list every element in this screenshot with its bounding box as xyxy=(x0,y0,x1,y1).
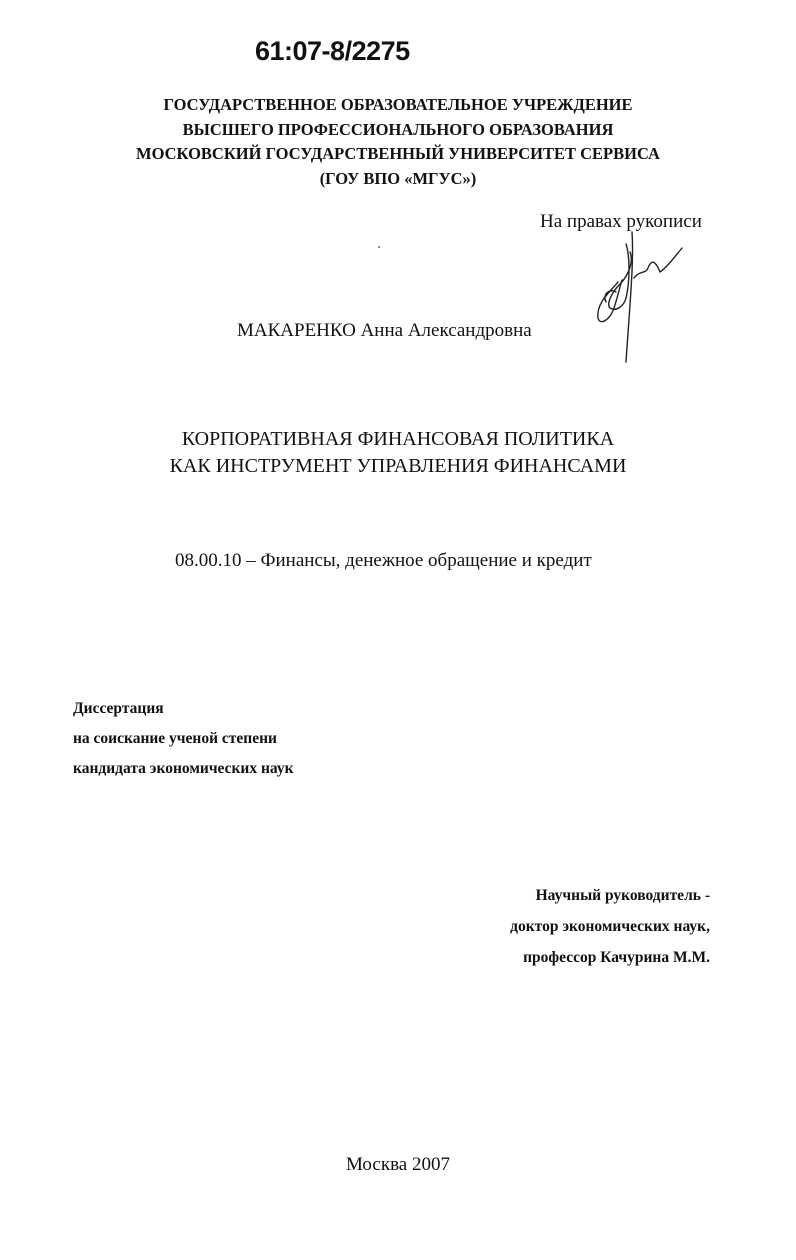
catalog-number: 61:07-8/2275 xyxy=(255,36,410,66)
institution-line-3: МОСКОВСКИЙ ГОСУДАРСТВЕННЫЙ УНИВЕРСИТЕТ СЕРВИСА xyxy=(136,144,660,163)
institution-line-2: ВЫСШЕГО ПРОФЕССИОНАЛЬНОГО ОБРАЗОВАНИЯ xyxy=(182,119,614,139)
author-name: МАКАРЕНКО Анна Александровна xyxy=(237,320,532,341)
degree-line-1: Диссертация xyxy=(73,700,164,717)
degree-line-2: на соискание ученой степени xyxy=(73,730,277,747)
place-year: Москва 2007 xyxy=(346,1154,450,1175)
supervisor-block xyxy=(510,880,710,973)
supervisor-line-3: профессор Качурина М.М. xyxy=(523,949,710,966)
title-line-1: КОРПОРАТИВНАЯ ФИНАНСОВАЯ ПОЛИТИКА xyxy=(181,428,615,450)
institution-header xyxy=(0,93,796,191)
degree-block xyxy=(73,694,294,784)
degree-line-3: кандидата экономических наук xyxy=(73,760,294,777)
signature-stroke-main xyxy=(609,244,632,309)
manuscript-rights-label: На правах рукописи xyxy=(540,211,702,232)
scan-speck xyxy=(378,246,380,248)
signature-stroke-vertical xyxy=(626,232,633,362)
signature-icon xyxy=(586,222,686,367)
supervisor-line-2: доктор экономических наук, xyxy=(510,918,710,935)
institution-line-4: (ГОУ ВПО «МГУС») xyxy=(319,168,477,188)
title-line-2: КАК ИНСТРУМЕНТ УПРАВЛЕНИЯ ФИНАНСАМИ xyxy=(169,455,627,477)
institution-line-1: ГОСУДАРСТВЕННОЕ ОБРАЗОВАТЕЛЬНОЕ УЧРЕЖДЕНИЕ xyxy=(163,95,633,114)
dissertation-title xyxy=(0,426,796,480)
supervisor-line-1: Научный руководитель - xyxy=(535,887,710,904)
specialty-code: 08.00.10 – Финансы, денежное обращение и кредит xyxy=(175,550,592,571)
signature-stroke-tail xyxy=(634,248,682,278)
